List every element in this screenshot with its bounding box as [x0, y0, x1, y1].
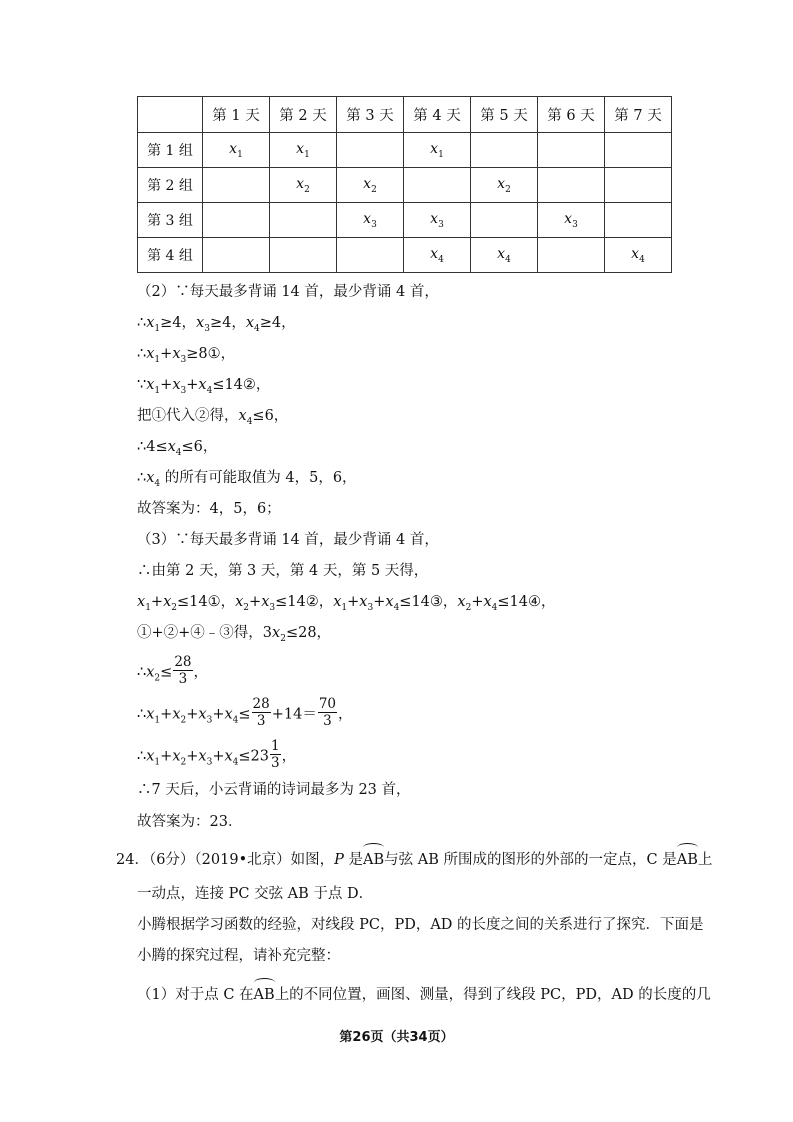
table-header-cell — [138, 97, 203, 133]
table-cell — [270, 203, 337, 238]
mixed-number-whole: 23 — [250, 748, 269, 765]
table-cell: $x_1$ — [203, 133, 270, 168]
q24-line-2: 一动点，连接 PC 交弦 AB 于点 D． — [137, 886, 374, 902]
table-row — [138, 168, 672, 203]
fraction-70-3: $\frac{70}{3}$ — [318, 696, 337, 729]
table-cell — [605, 203, 672, 238]
table-row-label: 第 2 组 — [138, 168, 203, 203]
fraction-1-3: $\frac{1}{3}$ — [271, 738, 280, 771]
table-cell: $x_3$ — [538, 203, 605, 238]
part2-line-1: （2）∵每天最多背诵 14 首，最少背诵 4 首， — [137, 284, 439, 300]
table-row-label: 第 3 组 — [138, 203, 203, 238]
table-cell — [471, 133, 538, 168]
table-cell — [605, 133, 672, 168]
table-row-label: 第 4 组 — [138, 238, 203, 273]
part3-line-4: ①+②+④﹣③得，$3x_2\le 28$， — [137, 625, 332, 644]
table-row — [138, 133, 672, 168]
table-row — [138, 238, 672, 273]
table-cell — [538, 168, 605, 203]
part2-line-5: 把①代入②得，$x_4\le 6$， — [137, 408, 289, 427]
table-cell — [337, 133, 404, 168]
table-cell: $x_3$ — [404, 203, 471, 238]
part2-line-8: 故答案为：4，5，6； — [137, 501, 281, 517]
schedule-table — [137, 96, 672, 273]
table-cell: $x_4$ — [471, 238, 538, 273]
part2-line-6: $\therefore 4\le x_4\le 6$， — [137, 439, 218, 458]
fraction-28-3: $\frac{28}{3}$ — [174, 654, 192, 687]
part2-line-7: $\therefore x_4$ 的所有可能取值为 4，5，6， — [137, 470, 357, 489]
table-row-label: 第 1 组 — [138, 133, 203, 168]
arc-ab: AB — [363, 852, 385, 868]
table-cell — [471, 203, 538, 238]
part2-line-4: $\because x_1+x_3+x_4\le 14②$， — [137, 377, 271, 396]
table-cell: $x_2$ — [471, 168, 538, 203]
table-header-cell: 第 3 天 — [337, 97, 404, 133]
part3-line-9: 故答案为：23． — [137, 814, 243, 830]
table-cell — [270, 238, 337, 273]
part3-line-5: $\therefore x_2\le$ $\frac{28}{3}$ ， — [137, 654, 208, 687]
arc-ab: AB — [253, 987, 275, 1003]
table-cell — [605, 168, 672, 203]
arc-ab: AB — [676, 852, 698, 868]
part3-line-2: ∴由第 2 天，第 3 天，第 4 天，第 5 天得， — [137, 563, 429, 579]
table-cell — [538, 238, 605, 273]
part3-line-1: （3）∵每天最多背诵 14 首，最少背诵 4 首， — [137, 532, 439, 548]
table-cell — [203, 203, 270, 238]
table-cell: $x_2$ — [337, 168, 404, 203]
table-cell — [203, 238, 270, 273]
table-cell — [337, 238, 404, 273]
table-cell — [538, 133, 605, 168]
part3-line-7: $\therefore x_1+x_2+x_3+x_4\le 23$ $\frac{1}{3}$ ， — [137, 738, 297, 771]
table-header-cell: 第 2 天 — [270, 97, 337, 133]
table-row — [138, 203, 672, 238]
page-footer: 第26页（共34页） — [339, 1030, 454, 1045]
table-header-cell: 第 6 天 — [538, 97, 605, 133]
part3-line-6: $\therefore x_1+x_2+x_3+x_4\le$ $\frac{28}{3}$ +14＝ $\frac{70}{3}$ ， — [137, 696, 353, 729]
table-cell: $x_1$ — [270, 133, 337, 168]
table-header-cell: 第 1 天 — [203, 97, 270, 133]
table-cell: $x_4$ — [605, 238, 672, 273]
q24-line-3: 小腾根据学习函数的经验，对线段 PC，PD，AD 的长度之间的关系进行了探究．下面是 — [137, 917, 704, 933]
q24-line-1: 24．（6分）（2019•北京）如图，P 是AB与弦 AB 所围成的图形的外部的一定点，C 是AB上 — [116, 852, 713, 868]
part3-line-8: ∴7 天后，小云背诵的诗词最多为 23 首， — [137, 782, 411, 798]
q24-line-5: （1）对于点 C 在AB上的不同位置，画图、测量，得到了线段 PC，PD，AD 的长度的几 — [137, 987, 711, 1003]
table-cell: $x_4$ — [404, 238, 471, 273]
table-cell — [404, 168, 471, 203]
table-cell — [203, 168, 270, 203]
part3-line-3: $x_1+x_2\le 14①$，$x_2+x_3\le 14②$，$x_1+x_3+x_4\le 14③$，$x_2+x_4\le 14④$， — [137, 594, 556, 613]
table-header-row — [138, 97, 672, 133]
part2-line-3: $\therefore x_1+x_3\ge 8①$， — [137, 346, 236, 365]
part2-line-2: $\therefore x_1\ge 4$，$x_3\ge 4$，$x_4\ge 4$， — [137, 315, 296, 334]
table-cell: $x_2$ — [270, 168, 337, 203]
table-header-cell: 第 5 天 — [471, 97, 538, 133]
plus-14-equals: +14＝ — [271, 706, 317, 723]
q24-line-4: 小腾的探究过程，请补充完整： — [137, 948, 340, 964]
table-header-cell: 第 7 天 — [605, 97, 672, 133]
table-cell: $x_1$ — [404, 133, 471, 168]
table-header-cell: 第 4 天 — [404, 97, 471, 133]
fraction-28-3: $\frac{28}{3}$ — [252, 696, 270, 729]
table-cell: $x_3$ — [337, 203, 404, 238]
